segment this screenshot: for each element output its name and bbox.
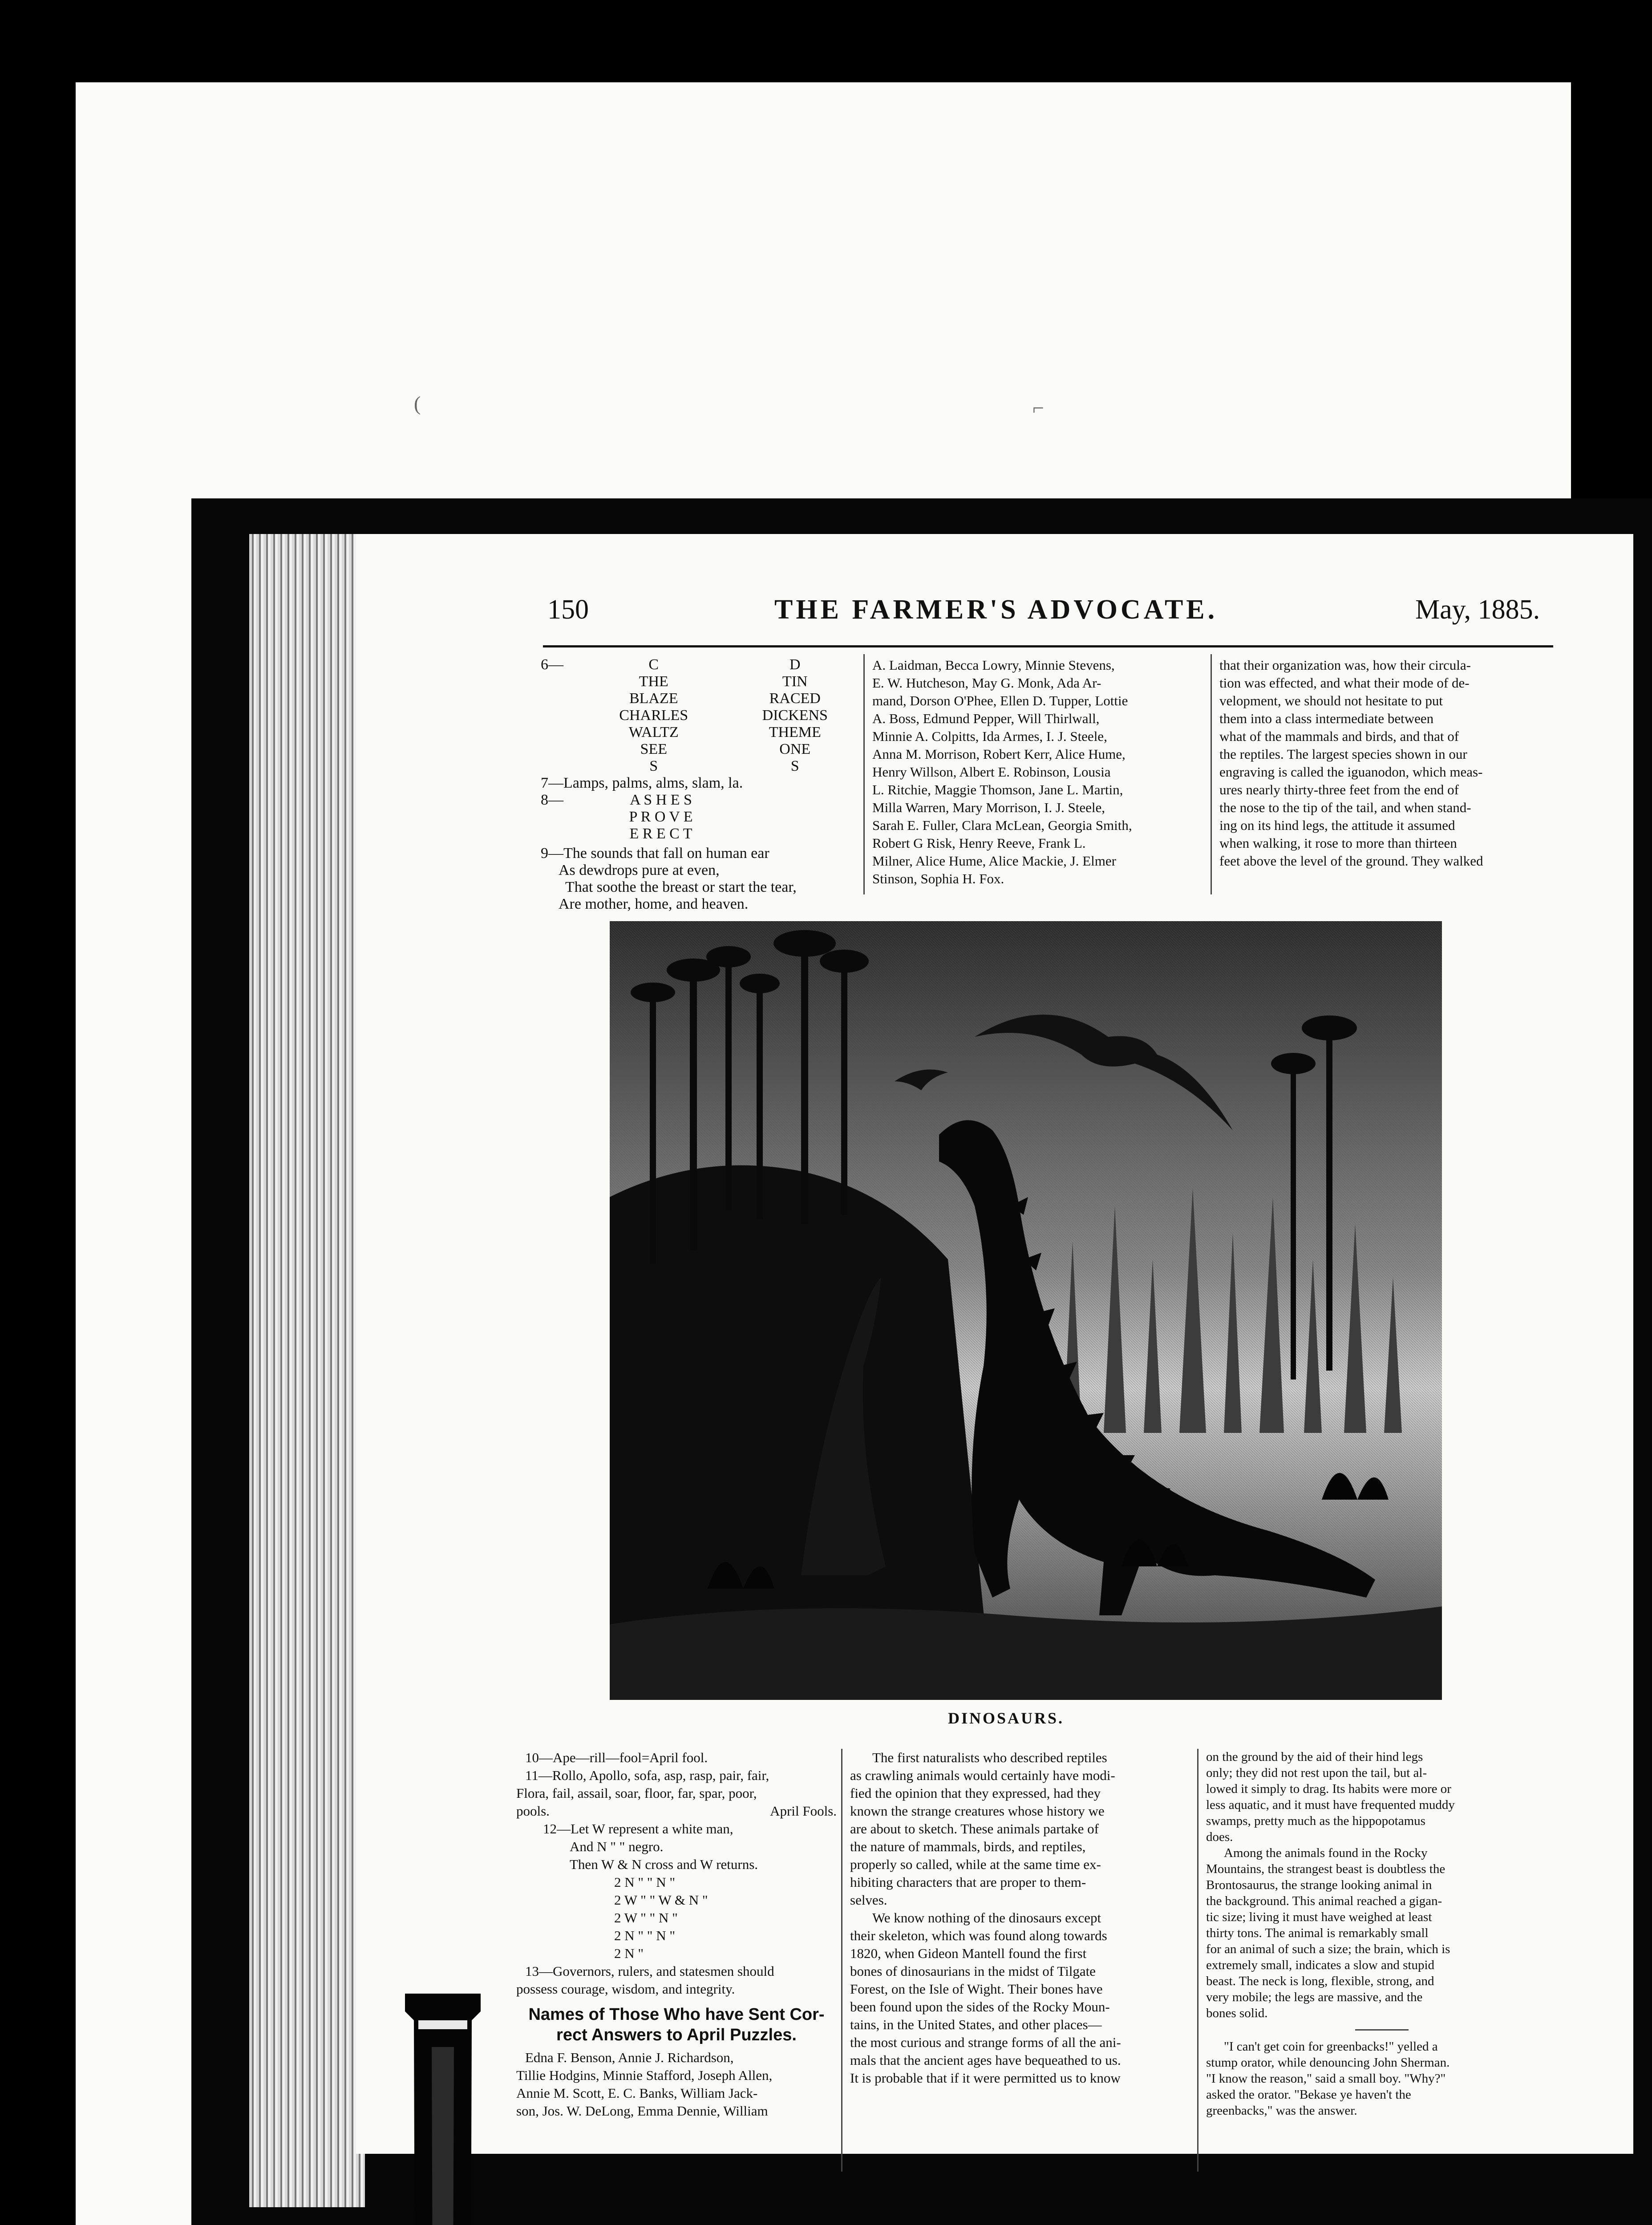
text-line: known the strange creatures whose history we: [850, 1803, 1105, 1819]
answer-12-line: 2 N ": [614, 1946, 644, 1961]
answer-12-line: 12—Let W represent a white man,: [543, 1821, 733, 1837]
word-left: THE: [639, 673, 668, 690]
text-line: engraving is called the iguanodon, which meas-: [1219, 764, 1483, 780]
text-line: The first naturalists who described reptiles: [872, 1750, 1107, 1765]
text-line: Brontosaurus, the strange looking animal in: [1206, 1878, 1432, 1892]
names-heading-line: Names of Those Who have Sent Cor-: [528, 2005, 825, 2024]
answer-13-line: possess courage, wisdom, and integrity.: [516, 1981, 735, 1997]
text-line: them into a class intermediate between: [1219, 711, 1434, 726]
names-line: Stinson, Sophia H. Fox.: [872, 871, 1004, 886]
names-line: A. Boss, Edmund Pepper, Will Thirlwall,: [872, 711, 1100, 726]
text-line: ures nearly thirty-three feet from the end of: [1219, 782, 1459, 797]
word-right: D: [789, 656, 801, 673]
text-line: bones solid.: [1206, 2006, 1268, 2020]
column-rule: [863, 654, 865, 894]
scan-mark: ⌐: [1032, 396, 1044, 419]
names-line: A. Laidman, Becca Lowry, Minnie Stevens,: [872, 657, 1115, 673]
word-left: S: [649, 758, 658, 774]
text-line: tion was effected, and what their mode of de-: [1219, 675, 1470, 691]
column-rule: [1211, 654, 1212, 894]
puzzle-answers-top: [541, 656, 866, 913]
text-line: their skeleton, which was found along towards: [850, 1928, 1107, 1943]
names-line: mand, Dorson O'Phee, Ellen D. Tupper, Lottie: [872, 693, 1128, 708]
word-right: DICKENS: [762, 707, 828, 724]
word-left: BLAZE: [629, 690, 678, 707]
anecdote-line: "I can't get coin for greenbacks!" yelled a: [1224, 2039, 1438, 2054]
answer-7: 7—Lamps, palms, alms, slam, la.: [541, 775, 743, 791]
page-number: 150: [547, 595, 589, 625]
answer-10: 10—Ape—rill—fool=April fool.: [525, 1750, 708, 1765]
names-line: L. Ritchie, Maggie Thomson, Jane L. Martin,: [872, 782, 1123, 797]
answer-12-line: 2 W " " N ": [614, 1910, 678, 1926]
text-line: bones of dinosaurians in the midst of Tilgate: [850, 1963, 1096, 1979]
section-rule: [1355, 2029, 1409, 2031]
answer-12-line: 2 N " " N ": [614, 1874, 675, 1890]
issue-date: May, 1885.: [1415, 595, 1540, 625]
text-line: very mobile; the legs are massive, and the: [1206, 1990, 1423, 2004]
names-line: Annie M. Scott, E. C. Banks, William Jack-: [516, 2085, 758, 2101]
anecdote-line: asked the orator. "Bekase ye haven't the: [1206, 2087, 1411, 2102]
names-line: Anna M. Morrison, Robert Kerr, Alice Hume,: [872, 746, 1126, 762]
column-rule: [841, 1749, 842, 2172]
text-line: for an animal of such a size; the brain, which is: [1206, 1942, 1450, 1956]
word-right: ONE: [779, 741, 811, 757]
text-line: hibiting characters that are proper to them-: [850, 1874, 1086, 1890]
text-line: as crawling animals would certainly have modi-: [850, 1768, 1115, 1783]
text-line: the background. This animal reached a gigan-: [1206, 1894, 1442, 1908]
text-line: properly so called, while at the same time ex-: [850, 1857, 1101, 1872]
text-line: beast. The neck is long, flexible, strong, and: [1206, 1974, 1434, 1988]
text-line: the nose to the tip of the tail, and when stand-: [1219, 800, 1471, 815]
names-column: [872, 656, 1211, 888]
text-line: Forest, on the Isle of Wight. Their bones have: [850, 1981, 1103, 1997]
header-rule: [543, 645, 1553, 647]
text-line: are about to sketch. These animals partake of: [850, 1821, 1099, 1837]
text-line: velopment, we should not hesitate to put: [1219, 693, 1443, 708]
article-continued-top: [1219, 656, 1558, 870]
answer-11-answer: April Fools.: [770, 1803, 837, 1819]
word-left: WALTZ: [628, 724, 679, 740]
scan-mark: (: [414, 392, 421, 415]
text-line: feet above the level of the ground. They walked: [1219, 853, 1483, 869]
names-heading-line: rect Answers to April Puzzles.: [556, 2026, 797, 2044]
word-right: TIN: [782, 673, 808, 690]
names-line: Robert G Risk, Henry Reeve, Frank L.: [872, 835, 1086, 851]
word-right: RACED: [769, 690, 821, 707]
text-line: that their organization was, how their circula-: [1219, 657, 1471, 673]
text-line: It is probable that if it were permitted us to know: [850, 2070, 1121, 2086]
dinosaurs-article-col2: [1206, 1749, 1558, 2119]
names-line: Milla Warren, Mary Morrison, I. J. Steele,: [872, 800, 1105, 815]
text-line: tic size; living it must have weighed at least: [1206, 1910, 1432, 1924]
puzzle-answers-bottom: [516, 1749, 837, 2120]
word-left: C: [648, 656, 659, 673]
answer-11-line: pools.: [516, 1803, 550, 1819]
answer-12-line: 2 W " " W & N ": [614, 1892, 708, 1908]
names-line: Sarah E. Fuller, Clara McLean, Georgia Smith,: [872, 817, 1132, 833]
word-left: SEE: [640, 741, 667, 757]
dinosaurs-engraving: [610, 921, 1442, 1700]
text-line: 1820, when Gideon Mantell found the first: [850, 1946, 1087, 1961]
names-line: Milner, Alice Hume, Alice Mackie, J. Elmer: [872, 853, 1116, 869]
text-line: less aquatic, and it must have frequented muddy: [1206, 1798, 1455, 1812]
text-line: does.: [1206, 1830, 1233, 1844]
names-line: Minnie A. Colpitts, Ida Armes, I. J. Steele,: [872, 728, 1107, 744]
text-line: lowed it simply to drag. Its habits were more or: [1206, 1782, 1451, 1796]
answer-8-label: 8—: [541, 792, 563, 808]
names-line: Edna F. Benson, Annie J. Richardson,: [525, 2050, 734, 2065]
answer-9-line: Are mother, home, and heaven.: [559, 896, 749, 912]
answer-12-line: Then W & N cross and W returns.: [570, 1857, 758, 1872]
anecdote-line: "I know the reason," said a small boy. "Why?": [1206, 2071, 1446, 2086]
answer-12-line: 2 N " " N ": [614, 1928, 675, 1943]
text-line: what of the mammals and birds, and that of: [1219, 728, 1459, 744]
answer-8-line: P R O V E: [629, 809, 693, 825]
word-right: S: [790, 758, 799, 774]
column-rule: [1197, 1749, 1199, 2172]
answer-11-line: Flora, fail, assail, soar, floor, far, spar, poor,: [516, 1785, 757, 1801]
text-line: mals that the ancient ages have bequeathed to us.: [850, 2052, 1121, 2068]
names-line: Henry Willson, Albert E. Robinson, Lousia: [872, 764, 1111, 780]
dinosaurs-article-col1: [850, 1749, 1188, 2087]
text-line: Among the animals found in the Rocky: [1224, 1846, 1428, 1860]
figure-caption: DINOSAURS.: [948, 1709, 1065, 1727]
answer-9-line: That soothe the breast or start the tear,: [565, 879, 797, 895]
text-line: thirty tons. The animal is remarkably small: [1206, 1926, 1429, 1940]
answer-11-line: 11—Rollo, Apollo, sofa, asp, rasp, pair, fair,: [525, 1768, 769, 1783]
names-line: son, Jos. W. DeLong, Emma Dennie, William: [516, 2103, 768, 2119]
text-line: tains, in the United States, and other places—: [850, 2017, 1102, 2032]
page-title: THE FARMER'S ADVOCATE.: [774, 595, 1218, 625]
anecdote-line: stump orator, while denouncing John Sherman.: [1206, 2055, 1450, 2070]
text-line: been found upon the sides of the Rocky Moun-: [850, 1999, 1110, 2015]
text-line: We know nothing of the dinosaurs except: [872, 1910, 1101, 1926]
text-line: fied the opinion that they expressed, had they: [850, 1785, 1101, 1801]
answer-12-line: And N " " negro.: [570, 1839, 664, 1854]
text-line: only; they did not rest upon the tail, but al-: [1206, 1766, 1427, 1780]
names-line: E. W. Hutcheson, May G. Monk, Ada Ar-: [872, 675, 1101, 691]
text-line: swamps, pretty much as the hippopotamus: [1206, 1814, 1425, 1828]
names-line: Tillie Hodgins, Minnie Stafford, Joseph Allen,: [516, 2067, 773, 2083]
answer-6-label: 6—: [541, 656, 563, 673]
text-line: the reptiles. The largest species shown in our: [1219, 746, 1467, 762]
text-line: ing on its hind legs, the attitude it assumed: [1219, 817, 1455, 833]
text-line: Mountains, the strangest beast is doubtless the: [1206, 1862, 1446, 1876]
text-line: selves.: [850, 1892, 887, 1908]
text-line: extremely small, indicates a slow and stupid: [1206, 1958, 1435, 1972]
answer-9-line: 9—The sounds that fall on human ear: [541, 845, 769, 862]
word-left: CHARLES: [619, 707, 688, 724]
text-line: when walking, it rose to more than thirteen: [1219, 835, 1457, 851]
text-line: the nature of mammals, birds, and reptiles,: [850, 1839, 1086, 1854]
answer-8-line: A S H E S: [630, 792, 692, 808]
text-line: the most curious and strange forms of all the ani-: [850, 2035, 1121, 2050]
answer-9-line: As dewdrops pure at even,: [559, 862, 720, 878]
text-line: on the ground by the aid of their hind legs: [1206, 1750, 1423, 1764]
book-clamp: [392, 1994, 494, 2225]
word-right: THEME: [769, 724, 821, 740]
page-edges: [249, 534, 365, 2207]
answer-8-line: E R E C T: [629, 825, 692, 842]
answer-13-line: 13—Governors, rulers, and statesmen should: [525, 1963, 774, 1979]
anecdote-line: greenbacks," was the answer.: [1206, 2104, 1357, 2118]
